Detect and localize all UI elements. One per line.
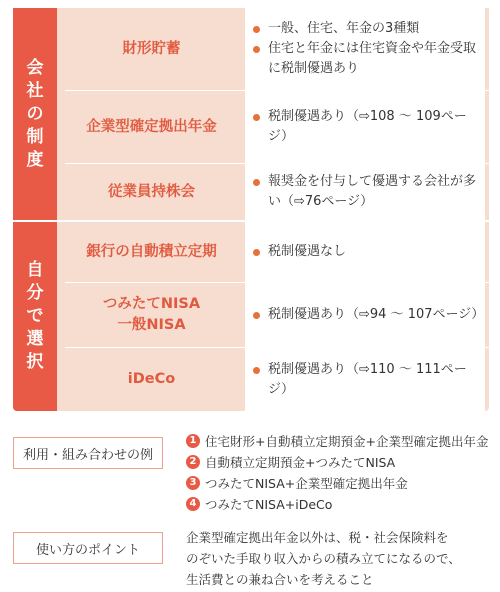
table-row — [65, 91, 489, 163]
example-text: 住宅財形+自動積立定期預金+企業型確定拠出年金 — [205, 433, 489, 449]
group-label-self — [13, 222, 57, 411]
group-column — [13, 8, 57, 411]
row-description — [245, 283, 485, 347]
bullet-dot-icon — [253, 367, 260, 374]
bullet-text: 税制優遇なし — [268, 244, 347, 259]
bullet-item — [249, 242, 485, 262]
bullet-text: 税制優遇あり（⇨94 ～ 107ページ） — [268, 307, 485, 322]
row-description — [245, 8, 485, 90]
bullet-dot-icon — [253, 249, 260, 256]
bullet-text: 報奨金を付与して優遇する会社が多い（⇨76ページ） — [268, 174, 477, 209]
list-item — [186, 430, 488, 451]
group-label-company — [13, 8, 57, 220]
bullet-item — [249, 305, 485, 325]
row-name-text: 銀行の自動積立定期 — [86, 243, 217, 260]
bullet-dot-icon — [253, 312, 260, 319]
group-char: 分 — [26, 283, 44, 303]
examples-label: 利用・組み合わせの例 — [22, 447, 153, 463]
number-badge-icon: 2 — [186, 455, 200, 469]
bullet-dot-icon — [253, 26, 260, 33]
row-name-text: 企業型確定拠出年金 — [86, 118, 217, 135]
group-char: 選 — [26, 329, 44, 349]
row-name — [65, 91, 238, 163]
savings-table — [13, 8, 489, 411]
number-badge-icon: 3 — [186, 476, 200, 490]
bullet-text: 住宅と年金には住宅資金や年金受取に税制優遇あり — [268, 41, 477, 76]
row-name-text: 従業員持株会 — [108, 183, 195, 200]
example-text: つみたてNISA+iDeCo — [205, 496, 333, 512]
group-char: の — [26, 103, 44, 124]
list-item — [186, 472, 488, 493]
example-text: 自動積立定期預金+つみたてNISA — [205, 454, 396, 470]
group-char: 社 — [26, 80, 44, 101]
group-char: で — [26, 306, 44, 326]
group-char: 択 — [26, 352, 44, 372]
row-description — [245, 164, 485, 220]
bullet-dot-icon — [253, 114, 260, 121]
row-name — [65, 222, 238, 282]
example-text: つみたてNISA+企業型確定拠出年金 — [205, 475, 408, 491]
bullet-item — [249, 172, 485, 212]
row-name — [65, 164, 238, 220]
row-name — [65, 348, 238, 411]
bullet-item — [249, 360, 485, 400]
row-name-text: 一般NISA — [117, 317, 186, 333]
row-name-text: 財形貯蓄 — [122, 40, 181, 57]
row-description — [245, 348, 485, 411]
table-row — [65, 164, 489, 220]
bullet-item — [249, 39, 485, 79]
table-row — [65, 348, 489, 411]
tips-line: のぞいた手取り収入からの積み立てになるので、 — [186, 551, 461, 566]
group-char: 度 — [26, 149, 44, 170]
row-name — [65, 8, 238, 90]
bullet-text: 税制優遇あり（⇨108 ～ 109ページ） — [268, 109, 467, 144]
examples-label-box — [13, 437, 163, 469]
group-char: 制 — [26, 126, 44, 147]
tips-line: 生活費との兼ね合いを考えること — [186, 572, 374, 587]
tips-label-box — [13, 532, 163, 564]
table-row — [65, 222, 489, 282]
table-row — [65, 8, 489, 90]
tips-text — [186, 527, 486, 590]
group-char: 会 — [26, 57, 44, 78]
bullet-text: 一般、住宅、年金の3種類 — [268, 21, 420, 36]
bullet-dot-icon — [253, 46, 260, 53]
bullet-item — [249, 19, 485, 39]
number-badge-icon: 4 — [186, 497, 200, 511]
row-description — [245, 91, 485, 163]
row-name — [65, 283, 238, 347]
bullet-text: 税制優遇あり（⇨110 ～ 111ページ） — [268, 361, 467, 397]
examples-list — [186, 430, 488, 514]
row-description — [245, 222, 485, 282]
tips-label: 使い方のポイント — [35, 542, 140, 558]
list-item — [186, 451, 488, 472]
row-name-text: つみたてNISA — [102, 296, 201, 312]
tips-line: 企業型確定拠出年金以外は、税・社会保険料を — [186, 530, 449, 545]
group-char: 自 — [26, 260, 44, 280]
bullet-dot-icon — [253, 179, 260, 186]
number-badge-icon: 1 — [186, 434, 200, 448]
list-item — [186, 493, 488, 514]
bullet-item — [249, 107, 485, 147]
row-name-text: iDeCo — [127, 371, 176, 387]
table-row — [65, 283, 489, 347]
